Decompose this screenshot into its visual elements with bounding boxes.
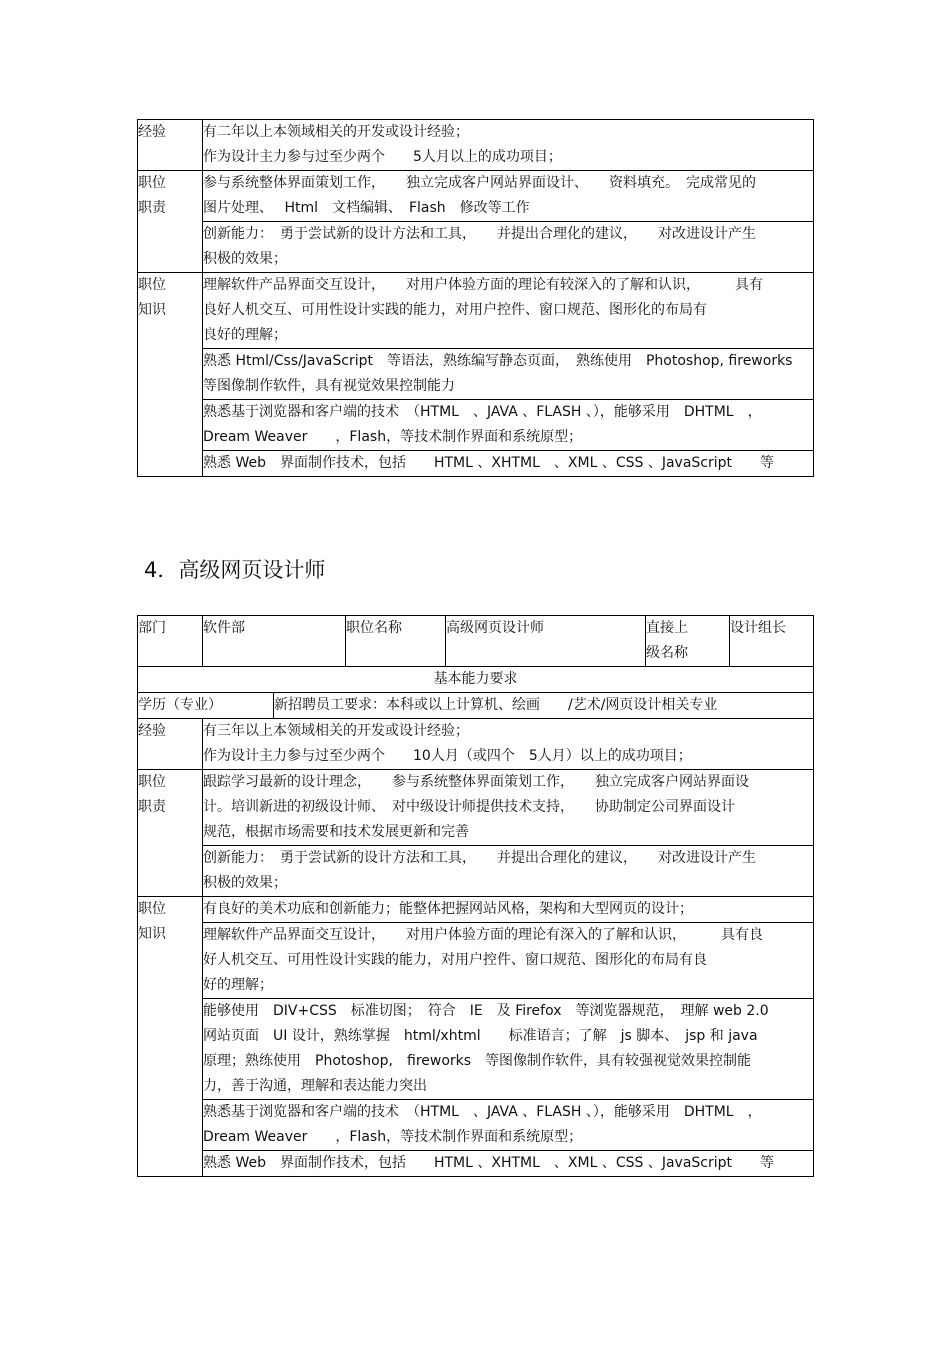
education-label: 学历（专业） xyxy=(138,693,274,719)
basic-requirements-row xyxy=(138,667,814,693)
knowledge-block: 熟悉基于浏览器和客户端的技术 （HTML 、JAVA 、FLASH 、），能够采用 DHTML ， Dream Weaver ，Flash，等技术制作界面和系统原型； xyxy=(203,1100,814,1151)
knowledge-block: 有良好的美术功底和创新能力；能整体把握网站风格，架构和大型网页的设计； xyxy=(203,897,814,923)
job-table-1 xyxy=(137,119,814,477)
experience-content: 有三年以上本领域相关的开发或设计经验； 作为设计主力参与过至少两个 10人月（或四个 5人月）以上的成功项目； xyxy=(203,719,814,770)
basic-requirements-title: 基本能力要求 xyxy=(138,667,814,693)
position-value: 高级网页设计师 xyxy=(446,616,646,667)
position-label: 职位名称 xyxy=(346,616,446,667)
duty-label: 职位 职责 xyxy=(138,770,203,897)
experience-label: 经验 xyxy=(138,719,203,770)
experience-content: 有二年以上本领域相关的开发或设计经验； 作为设计主力参与过至少两个 5人月以上的成功项目； xyxy=(203,120,814,171)
duty-block: 跟踪学习最新的设计理念， 参与系统整体界面策划工作， 独立完成客户网站界面设 计。培训新进的初级设计师、 对中级设计师提供技术支持， 协助制定公司界面设计 规范，根据市场需要和技术发展更新和完善 xyxy=(203,770,814,846)
section-heading: 4．高级网页设计师 xyxy=(144,558,326,582)
knowledge-block: 理解软件产品界面交互设计， 对用户体验方面的理论有深入的了解和认识， 具有良 好人机交互、可用性设计实践的能力，对用户控件、窗口规范、图形化的布局有良 好的理解； xyxy=(203,923,814,999)
knowledge-row xyxy=(138,273,814,349)
duty-row xyxy=(138,770,814,846)
education-value: 新招聘员工要求：本科或以上计算机、绘画 /艺术/网页设计相关专业 xyxy=(274,693,814,719)
knowledge-label: 职位 知识 xyxy=(138,897,203,1177)
knowledge-block: 能够使用 DIV+CSS 标准切图； 符合 IE 及 Firefox 等浏览器规范， 理解 web 2.0 网站页面 UI 设计，熟练掌握 html/xhtml 标准语言；了解 js 脚本、 jsp 和 java 原理；熟练使用 Photoshop, fireworks 等图像制作软件，具有较强视觉效果控制能 力，善于沟通，理解和表达能力突出 xyxy=(203,999,814,1100)
knowledge-block: 熟悉基于浏览器和客户端的技术 （HTML 、JAVA 、FLASH 、），能够采用 DHTML ， Dream Weaver ，Flash，等技术制作界面和系统原型； xyxy=(203,400,814,451)
duty-row xyxy=(138,171,814,222)
duty-block: 创新能力： 勇于尝试新的设计方法和工具， 并提出合理化的建议， 对改进设计产生 积极的效果； xyxy=(203,846,814,897)
duty-block: 参与系统整体界面策划工作， 独立完成客户网站界面设计、 资料填充。 完成常见的 图片处理、 Html 文档编辑、 Flash 修改等工作 xyxy=(203,171,814,222)
education-row xyxy=(138,693,814,719)
superior-label: 直接上 级名称 xyxy=(646,616,730,667)
knowledge-block: 熟悉 Html/Css/JavaScript 等语法，熟练编写静态页面， 熟练使用 Photoshop, fireworks 等图像制作软件，具有视觉效果控制能力 xyxy=(203,349,814,400)
dept-value: 软件部 xyxy=(203,616,346,667)
knowledge-label: 职位 知识 xyxy=(138,273,203,477)
dept-label: 部门 xyxy=(138,616,203,667)
job-table-2 xyxy=(137,615,814,1177)
knowledge-block: 熟悉 Web 界面制作技术，包括 HTML 、XHTML 、XML 、CSS 、JavaScript 等 xyxy=(203,1151,814,1177)
header-row xyxy=(138,616,814,667)
experience-row xyxy=(138,120,814,171)
knowledge-row xyxy=(138,897,814,923)
knowledge-block: 熟悉 Web 界面制作技术，包括 HTML 、XHTML 、XML 、CSS 、JavaScript 等 xyxy=(203,451,814,477)
experience-label: 经验 xyxy=(138,120,203,171)
duty-block: 创新能力： 勇于尝试新的设计方法和工具， 并提出合理化的建议， 对改进设计产生 积极的效果； xyxy=(203,222,814,273)
superior-value: 设计组长 xyxy=(730,616,814,667)
duty-label: 职位 职责 xyxy=(138,171,203,273)
knowledge-block: 理解软件产品界面交互设计， 对用户体验方面的理论有较深入的了解和认识， 具有 良好人机交互、可用性设计实践的能力，对用户控件、窗口规范、图形化的布局有 良好的理解； xyxy=(203,273,814,349)
experience-row xyxy=(138,719,814,770)
